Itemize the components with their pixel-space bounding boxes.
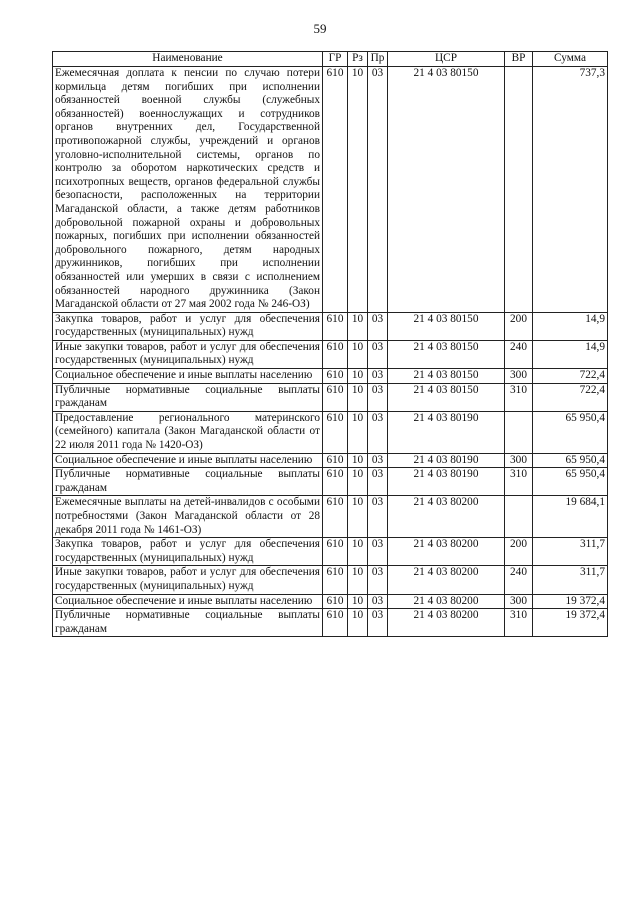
cell-sum: 311,7 xyxy=(533,538,608,566)
cell-rz: 10 xyxy=(348,411,368,453)
cell-pr: 03 xyxy=(368,312,388,340)
cell-name: Иные закупки товаров, работ и услуг для обеспечения государственных (муниципальных) нужд xyxy=(53,566,323,594)
cell-sum: 722,4 xyxy=(533,383,608,411)
table-row xyxy=(53,369,608,384)
table-row xyxy=(53,453,608,468)
cell-pr: 03 xyxy=(368,453,388,468)
cell-name: Публичные нормативные социальные выплаты гражданам xyxy=(53,383,323,411)
cell-vr xyxy=(505,411,533,453)
cell-gr: 610 xyxy=(323,340,348,368)
cell-vr: 240 xyxy=(505,340,533,368)
cell-vr: 300 xyxy=(505,453,533,468)
cell-rz: 10 xyxy=(348,594,368,609)
cell-name: Ежемесячная доплата к пенсии по случаю потери кормильца детям погибших при исполнении обязанностей военной службы (служебных обязанностей) военнослужащих и сотрудников органов внутренних дел, Государственной противопожарной службы, учреждений и органов уголовно-исполнительной системы, органов по контролю за оборотом наркотических средств и психотропных веществ, органов федеральной службы безопасности, расположенных на территории Магаданской области, а также детям работников добровольной пожарной охраны и добровольных пожарных, погибших при исполнении обязанностей добровольного пожарного, детям народных дружинников, погибших при исполнении обязанностей или умерших в связи с исполнением обязанностей народного дружинника (Закон Магаданской области от 27 мая 2002 года № 246-ОЗ) xyxy=(53,67,323,313)
table-row xyxy=(53,594,608,609)
cell-sum: 65 950,4 xyxy=(533,468,608,496)
header-vr: ВР xyxy=(505,52,533,67)
cell-vr: 200 xyxy=(505,312,533,340)
cell-vr xyxy=(505,67,533,313)
cell-pr: 03 xyxy=(368,496,388,538)
cell-name: Иные закупки товаров, работ и услуг для обеспечения государственных (муниципальных) нужд xyxy=(53,340,323,368)
cell-csr: 21 4 03 80200 xyxy=(388,566,505,594)
cell-csr: 21 4 03 80150 xyxy=(388,340,505,368)
cell-gr: 610 xyxy=(323,453,348,468)
cell-pr: 03 xyxy=(368,566,388,594)
cell-rz: 10 xyxy=(348,453,368,468)
cell-sum: 65 950,4 xyxy=(533,453,608,468)
cell-sum: 19 372,4 xyxy=(533,594,608,609)
cell-sum: 65 950,4 xyxy=(533,411,608,453)
cell-rz: 10 xyxy=(348,67,368,313)
cell-rz: 10 xyxy=(348,340,368,368)
cell-sum: 14,9 xyxy=(533,340,608,368)
cell-gr: 610 xyxy=(323,566,348,594)
cell-gr: 610 xyxy=(323,538,348,566)
table-row xyxy=(53,383,608,411)
cell-gr: 610 xyxy=(323,312,348,340)
header-pr: Пр xyxy=(368,52,388,67)
header-sum: Сумма xyxy=(533,52,608,67)
cell-gr: 610 xyxy=(323,468,348,496)
page-number: 59 xyxy=(313,21,327,36)
cell-csr: 21 4 03 80190 xyxy=(388,411,505,453)
cell-rz: 10 xyxy=(348,566,368,594)
cell-csr: 21 4 03 80200 xyxy=(388,538,505,566)
cell-sum: 19 372,4 xyxy=(533,609,608,637)
cell-csr: 21 4 03 80150 xyxy=(388,67,505,313)
cell-gr: 610 xyxy=(323,594,348,609)
cell-vr: 300 xyxy=(505,594,533,609)
header-rz: Рз xyxy=(348,52,368,67)
header-name: Наименование xyxy=(53,52,323,67)
cell-csr: 21 4 03 80150 xyxy=(388,312,505,340)
table-row xyxy=(53,468,608,496)
cell-vr: 310 xyxy=(505,468,533,496)
table-row xyxy=(53,496,608,538)
cell-sum: 311,7 xyxy=(533,566,608,594)
table-row xyxy=(53,312,608,340)
cell-pr: 03 xyxy=(368,383,388,411)
cell-sum: 722,4 xyxy=(533,369,608,384)
table-header-row xyxy=(53,52,608,67)
cell-gr: 610 xyxy=(323,67,348,313)
table-row xyxy=(53,609,608,637)
table-row xyxy=(53,67,608,313)
header-csr: ЦСР xyxy=(388,52,505,67)
cell-gr: 610 xyxy=(323,609,348,637)
cell-gr: 610 xyxy=(323,496,348,538)
cell-vr: 310 xyxy=(505,609,533,637)
table-row xyxy=(53,340,608,368)
cell-vr xyxy=(505,496,533,538)
cell-sum: 14,9 xyxy=(533,312,608,340)
cell-pr: 03 xyxy=(368,411,388,453)
cell-name: Социальное обеспечение и иные выплаты населению xyxy=(53,369,323,384)
cell-csr: 21 4 03 80200 xyxy=(388,496,505,538)
cell-csr: 21 4 03 80190 xyxy=(388,468,505,496)
table-row xyxy=(53,538,608,566)
cell-rz: 10 xyxy=(348,468,368,496)
cell-gr: 610 xyxy=(323,369,348,384)
cell-pr: 03 xyxy=(368,369,388,384)
table-row xyxy=(53,411,608,453)
cell-pr: 03 xyxy=(368,468,388,496)
cell-pr: 03 xyxy=(368,67,388,313)
cell-csr: 21 4 03 80190 xyxy=(388,453,505,468)
cell-vr: 200 xyxy=(505,538,533,566)
cell-rz: 10 xyxy=(348,383,368,411)
cell-gr: 610 xyxy=(323,383,348,411)
cell-rz: 10 xyxy=(348,369,368,384)
cell-pr: 03 xyxy=(368,340,388,368)
cell-rz: 10 xyxy=(348,609,368,637)
cell-pr: 03 xyxy=(368,538,388,566)
cell-name: Закупка товаров, работ и услуг для обеспечения государственных (муниципальных) нужд xyxy=(53,312,323,340)
cell-pr: 03 xyxy=(368,609,388,637)
table-row xyxy=(53,566,608,594)
cell-name: Закупка товаров, работ и услуг для обеспечения государственных (муниципальных) нужд xyxy=(53,538,323,566)
cell-vr: 310 xyxy=(505,383,533,411)
cell-csr: 21 4 03 80150 xyxy=(388,369,505,384)
cell-rz: 10 xyxy=(348,312,368,340)
budget-table xyxy=(52,51,608,637)
cell-vr: 240 xyxy=(505,566,533,594)
cell-vr: 300 xyxy=(505,369,533,384)
cell-name: Публичные нормативные социальные выплаты гражданам xyxy=(53,609,323,637)
cell-sum: 19 684,1 xyxy=(533,496,608,538)
cell-sum: 737,3 xyxy=(533,67,608,313)
cell-gr: 610 xyxy=(323,411,348,453)
cell-pr: 03 xyxy=(368,594,388,609)
cell-rz: 10 xyxy=(348,538,368,566)
cell-name: Ежемесячные выплаты на детей-инвалидов с особыми потребностями (Закон Магаданской области от 28 декабря 2011 года № 1461-ОЗ) xyxy=(53,496,323,538)
header-gr: ГР xyxy=(323,52,348,67)
cell-csr: 21 4 03 80200 xyxy=(388,609,505,637)
cell-name: Социальное обеспечение и иные выплаты населению xyxy=(53,594,323,609)
cell-name: Предоставление регионального материнского (семейного) капитала (Закон Магаданской области от 22 июля 2011 года № 1420-ОЗ) xyxy=(53,411,323,453)
cell-rz: 10 xyxy=(348,496,368,538)
cell-csr: 21 4 03 80150 xyxy=(388,383,505,411)
cell-name: Публичные нормативные социальные выплаты гражданам xyxy=(53,468,323,496)
cell-csr: 21 4 03 80200 xyxy=(388,594,505,609)
cell-name: Социальное обеспечение и иные выплаты населению xyxy=(53,453,323,468)
